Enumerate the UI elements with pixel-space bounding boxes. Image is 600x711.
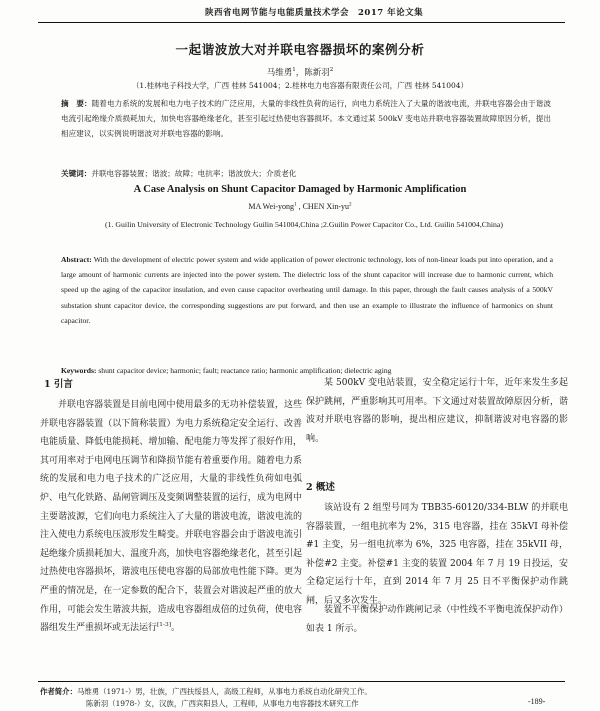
chinese-affiliation: （1.桂林电子科技大学，广西 桂林 541004；2.桂林电力电容器有限责任公司，广西 桂林 541004）: [131, 81, 469, 90]
author-2-en: CHEN Xin-yu: [302, 202, 350, 211]
section-2-body: [306, 499, 568, 611]
section-1-cont-paragraph: 某 500kV 变电站装置，安全稳定运行十年，近年来发生多起保护跳闸，严重影响其可用率。下文通过对装置故障原因分析，谐波对并联电容器的影响，提出相应建议，抑制谐波对电容器的影响。: [306, 378, 568, 444]
abstract-en-label: Abstract:: [61, 255, 92, 264]
section-1-heading: 1 引言: [44, 379, 73, 390]
abstract-cn-text: 随着电力系统的发展和电力电子技术的广泛应用，大量的非线性负荷的运行，向电力系统注入了大量的谐波电流，并联电容器会由于谐波电流引起绝缘介质损耗加大，加快电容器绝缘老化，甚至引起过热使电容器损坏。本文通过某 500kV 变电站并联电容器装置故障原因分析，提出相应建议，以实例说明谐波对并联电容器的影响。: [61, 99, 552, 138]
chinese-authors: [0, 66, 600, 78]
page-number: -189-: [528, 697, 546, 706]
section-1-text: 并联电容器装置是目前电网中使用最多的无功补偿装置，这些并联电容器装置（以下简称装置）为电力系统稳定安全运行、改善电能质量、降低电能损耗、增加输、配电能力等发挥了很好作用，其可用率对于电网电压调节和降损节能有着重要作用。随着电力系统的发展和电力电子技术的广泛应用，大量的非线性负荷如电弧炉、电气化铁路、晶闸管调压及变频调整装置的运行，成为电网中主要谐波源，它们向电力系统注入了大量的谐波电流，谐波电流的注入使电力系统电压波形发生畸变。并联电容器会由于谐波电流引起绝缘介质损耗加大、温度升高，加快电容器绝缘老化，甚至引起过热使电容器损坏，谐波电压使电容器的局部放电性能下降。更为严重的情况是，在一定参数的配合下，装置会对谐波起严重的放大作用，可能会发生谐波共振，造成电容器组成倍的过负荷，使电容器组发生严重损坏或无法运行: [40, 400, 302, 634]
author-2-en-sup: 2: [349, 201, 352, 208]
citation: [1-3]: [157, 622, 171, 629]
author-2-cn: 陈新羽: [304, 68, 330, 78]
english-authors: [0, 202, 600, 211]
section-1-continuation: [306, 374, 568, 448]
footer-divider: [38, 681, 565, 682]
chinese-abstract: [61, 96, 551, 141]
section-1-paragraph: [40, 396, 302, 638]
chinese-keywords: [61, 168, 551, 179]
english-affiliation: (1. Guilin University of Electronic Technology Guilin 541004,China ;2.Guilin Power Capacitor Co., Ltd. Guilin 541004,China): [105, 220, 503, 229]
author-bio-1: [40, 686, 372, 697]
keywords-cn-label: 关键词：: [61, 169, 92, 178]
author-bio-1-text: 马维勇（1971-）男，壮族，广西扶绥县人，高级工程师，从事电力系统自动化研究工作。: [76, 687, 372, 696]
author-separator-en: ,: [296, 202, 303, 211]
header-divider: [38, 22, 565, 23]
chinese-title: 一起谐波放大对并联电容器损坏的案例分析: [175, 42, 425, 57]
section-2-body-2: [306, 601, 568, 638]
section-1-body: [40, 396, 302, 638]
author-1-cn: 马维勇: [266, 68, 293, 78]
author-1-en-sup: 1: [294, 201, 297, 208]
abstract-cn-label: 摘 要：: [61, 99, 92, 108]
author-1-en: MA Wei-yong: [248, 202, 294, 211]
section-1-text-end: 。: [171, 623, 181, 634]
author-2-cn-sup: 2: [329, 67, 334, 74]
keywords-en-label: Keywords:: [61, 366, 97, 375]
english-title: A Case Analysis on Shunt Capacitor Damaged by Harmonic Amplification: [133, 184, 467, 195]
section-2-heading: 2 概述: [306, 482, 335, 493]
abstract-en-text: With the development of electric power system and wide application of power electronic technology, lots of non-linear loads put into operation, and a large amount of harmonic currents are injected into the power system. The dielectric loss of the shunt capacitor will increase due to harmonic current, which speed up the aging of the capacitor insulation, and even cause capacitor overheating until damage. In this paper, through the fault causes analysis of a 500kV substation shunt capacitor device, the corresponding suggestions are put forward, and then use an example to illustrate the influence of harmonics on shunt capacitor.: [61, 255, 553, 325]
english-abstract: [61, 252, 553, 328]
author-bio-label: 作者简介：: [40, 687, 77, 696]
author-1-cn-sup: 1: [292, 67, 296, 74]
section-2-paragraph-2: 装置不平衡保护动作跳闸记录（中性线不平衡电流保护动作）如表 1 所示。: [306, 605, 568, 634]
running-header: 陕西省电网节能与电能质量技术学会 2017 年论文集: [205, 8, 424, 18]
author-separator-cn: ，: [295, 68, 305, 78]
keywords-cn-text: 并联电容器装置；谐波；故障；电抗率；谐波放大；介质老化: [91, 169, 297, 178]
keywords-en-text: shunt capacitor device; harmonic; fault; reactance ratio; harmonic amplification; dielectric aging: [96, 366, 392, 375]
section-2-paragraph-1: 该站设有 2 组型号同为 TBB35-60120/334-BLW 的并联电容器装置，一组电抗率为 2%，315 电容器，挂在 35kVI 母补偿#1 主变，另一组电抗率为 6%，325 电容器，挂在 35kVII 母，补偿#2 主变。补偿#1 主变的装置 2004 年 7 月 19 日投运，安全稳定运行十年，直到 2014 年 7 月 25 日不平衡保护动作跳闸，后又多次发生。: [306, 503, 568, 606]
author-bio-2: 陈新羽（1978-）女，汉族，广西宾阳县人，工程师，从事电力电容器技术研究工作: [86, 699, 359, 708]
